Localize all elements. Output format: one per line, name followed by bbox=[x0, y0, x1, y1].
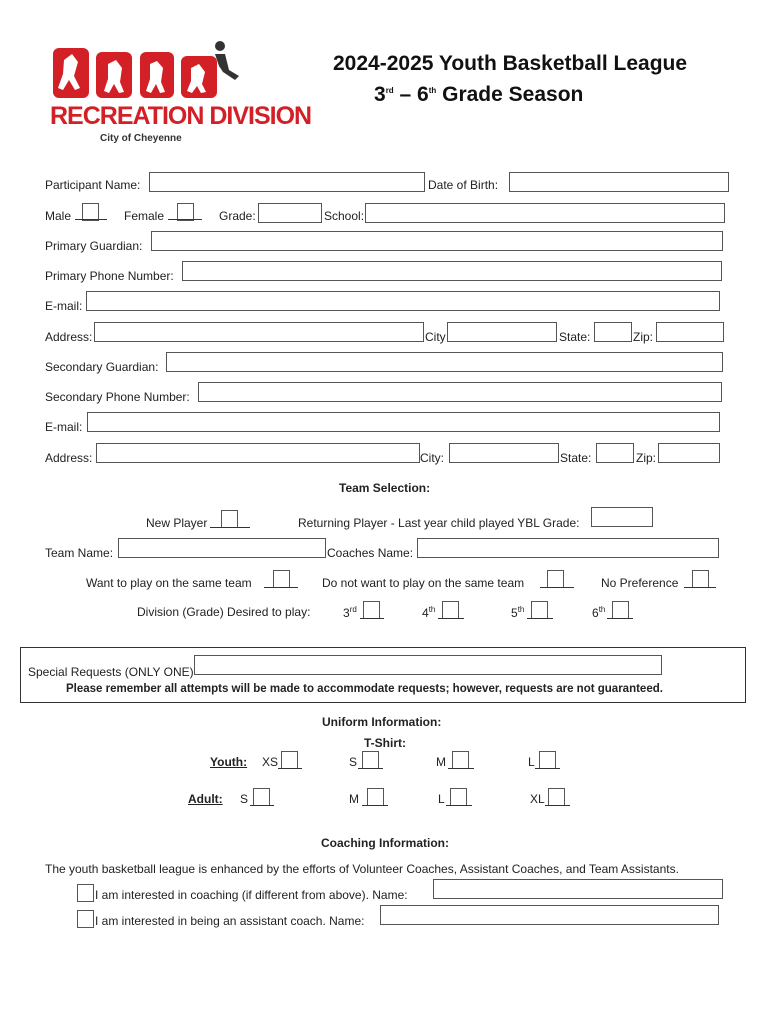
email-label: E-mail: bbox=[45, 299, 83, 313]
school-field[interactable] bbox=[365, 203, 725, 223]
coach-interest-checkbox[interactable] bbox=[77, 884, 94, 902]
adult-s-checkbox[interactable] bbox=[253, 788, 270, 806]
logo bbox=[50, 40, 312, 150]
zip-field[interactable] bbox=[656, 322, 724, 342]
secondary-email-label: E-mail: bbox=[45, 420, 83, 434]
adult-label: Adult: bbox=[188, 792, 223, 806]
grade-5-checkbox[interactable] bbox=[531, 601, 548, 619]
adult-size-l: L bbox=[438, 792, 445, 806]
not-same-team-label: Do not want to play on the same team bbox=[322, 576, 525, 590]
coaching-heading: Coaching Information: bbox=[321, 836, 449, 850]
page-title: 2024-2025 Youth Basketball League bbox=[333, 52, 688, 75]
male-label: Male bbox=[45, 209, 72, 223]
secondary-guardian-field[interactable] bbox=[166, 352, 723, 372]
special-requests-note: Please remember all attempts will be made to accommodate requests; however, requests are not guaranteed. bbox=[66, 683, 663, 695]
secondary-city-field[interactable] bbox=[449, 443, 559, 463]
youth-size-l: L bbox=[528, 755, 535, 769]
secondary-address-field[interactable] bbox=[96, 443, 420, 463]
team-selection-heading: Team Selection: bbox=[339, 481, 431, 495]
address-label: Address: bbox=[45, 330, 93, 344]
adult-size-s: S bbox=[240, 792, 249, 806]
team-name-field[interactable] bbox=[118, 538, 326, 558]
uniform-heading: Uniform Information: bbox=[322, 715, 442, 729]
coach-name-field[interactable] bbox=[433, 879, 723, 899]
grade-4-checkbox[interactable] bbox=[442, 601, 459, 619]
grade-3-checkbox[interactable] bbox=[363, 601, 380, 619]
secondary-state-label: State: bbox=[560, 451, 592, 465]
athlete-figures-icon bbox=[50, 40, 240, 102]
coaches-name-field[interactable] bbox=[417, 538, 719, 558]
returning-player-label: Returning Player - Last year child played YBL Grade: bbox=[298, 516, 580, 530]
grade-4-label: 4th bbox=[422, 605, 436, 620]
secondary-email-field[interactable] bbox=[87, 412, 720, 432]
grade-field[interactable] bbox=[258, 203, 322, 223]
coaching-intro: The youth basketball league is enhanced by the efforts of Volunteer Coaches, Assistant Coaches, and Team Assistants. bbox=[45, 862, 679, 876]
same-team-checkbox[interactable] bbox=[273, 570, 290, 588]
adult-m-checkbox[interactable] bbox=[367, 788, 384, 806]
primary-phone-label: Primary Phone Number: bbox=[45, 269, 174, 283]
youth-xs-checkbox[interactable] bbox=[281, 751, 298, 769]
grade-3-label: 3rd bbox=[343, 605, 357, 620]
school-label: School: bbox=[324, 209, 365, 223]
special-requests-field[interactable] bbox=[194, 655, 662, 675]
adult-xl-checkbox[interactable] bbox=[548, 788, 565, 806]
primary-phone-field[interactable] bbox=[182, 261, 722, 281]
page-subtitle: 3rd – 6th Grade Season bbox=[374, 83, 584, 106]
assistant-coach-label: I am interested in being an assistant coach. Name: bbox=[95, 914, 365, 928]
participant-name-label: Participant Name: bbox=[45, 178, 141, 192]
youth-size-m: M bbox=[436, 755, 446, 769]
grade-label: Grade: bbox=[219, 209, 256, 223]
no-preference-label: No Preference bbox=[601, 576, 679, 590]
city-label: City bbox=[425, 330, 446, 344]
secondary-zip-field[interactable] bbox=[658, 443, 720, 463]
grade-6-checkbox[interactable] bbox=[612, 601, 629, 619]
secondary-phone-label: Secondary Phone Number: bbox=[45, 390, 190, 404]
email-field[interactable] bbox=[86, 291, 720, 311]
secondary-zip-label: Zip: bbox=[636, 451, 657, 465]
tshirt-heading: T-Shirt: bbox=[364, 736, 406, 750]
youth-l-checkbox[interactable] bbox=[539, 751, 556, 769]
new-player-checkbox[interactable] bbox=[221, 510, 238, 528]
grade-5-label: 5th bbox=[511, 605, 525, 620]
returning-grade-field[interactable] bbox=[591, 507, 653, 527]
special-requests-label: Special Requests (ONLY ONE) bbox=[28, 665, 194, 679]
dob-label: Date of Birth: bbox=[428, 178, 499, 192]
secondary-address-label: Address: bbox=[45, 451, 93, 465]
zip-label: Zip: bbox=[633, 330, 654, 344]
assistant-coach-checkbox[interactable] bbox=[77, 910, 94, 928]
state-label: State: bbox=[559, 330, 591, 344]
adult-size-xl: XL bbox=[530, 792, 545, 806]
youth-size-s: S bbox=[349, 755, 358, 769]
new-player-label: New Player bbox=[146, 516, 208, 530]
youth-label: Youth: bbox=[210, 755, 248, 769]
team-name-label: Team Name: bbox=[45, 546, 114, 560]
adult-size-m: M bbox=[349, 792, 359, 806]
primary-guardian-field[interactable] bbox=[151, 231, 723, 251]
youth-m-checkbox[interactable] bbox=[452, 751, 469, 769]
secondary-city-label: City: bbox=[420, 451, 444, 465]
no-preference-checkbox[interactable] bbox=[692, 570, 709, 588]
adult-l-checkbox[interactable] bbox=[450, 788, 467, 806]
secondary-phone-field[interactable] bbox=[198, 382, 722, 402]
state-field[interactable] bbox=[594, 322, 632, 342]
logo-title: RECREATION DIVISION bbox=[50, 102, 312, 130]
primary-guardian-label: Primary Guardian: bbox=[45, 239, 143, 253]
not-same-team-checkbox[interactable] bbox=[547, 570, 564, 588]
division-label: Division (Grade) Desired to play: bbox=[137, 605, 311, 619]
youth-s-checkbox[interactable] bbox=[362, 751, 379, 769]
participant-name-field[interactable] bbox=[149, 172, 425, 192]
logo-subtitle: City of Cheyenne bbox=[100, 133, 182, 144]
dob-field[interactable] bbox=[509, 172, 729, 192]
address-field[interactable] bbox=[94, 322, 424, 342]
assistant-coach-name-field[interactable] bbox=[380, 905, 719, 925]
grade-6-label: 6th bbox=[592, 605, 606, 620]
female-label: Female bbox=[124, 209, 165, 223]
city-field[interactable] bbox=[447, 322, 557, 342]
same-team-label: Want to play on the same team bbox=[86, 576, 252, 590]
youth-size-xs: XS bbox=[262, 755, 279, 769]
secondary-state-field[interactable] bbox=[596, 443, 634, 463]
coaches-name-label: Coaches Name: bbox=[327, 546, 414, 560]
coach-interest-label: I am interested in coaching (if different from above). Name: bbox=[95, 888, 408, 902]
secondary-guardian-label: Secondary Guardian: bbox=[45, 360, 159, 374]
